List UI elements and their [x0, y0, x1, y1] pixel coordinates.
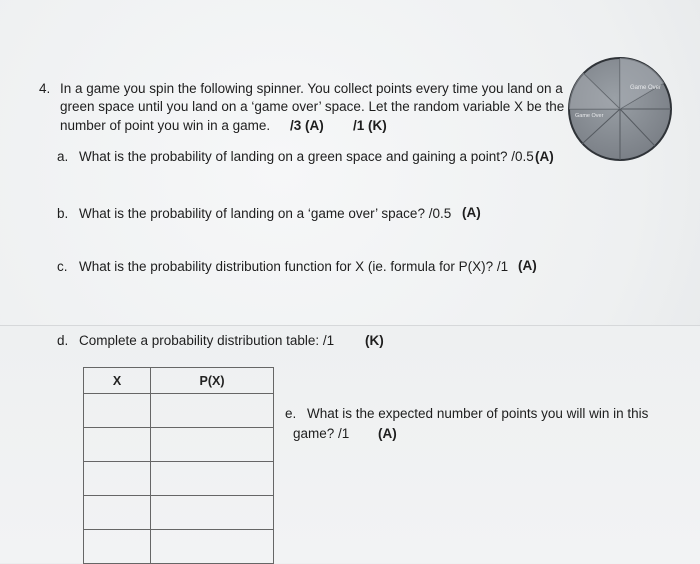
part-e-tag: (A) — [378, 426, 397, 441]
table-cell-x[interactable] — [84, 462, 151, 496]
marks-application: /3 (A) — [290, 118, 324, 133]
part-a-text: What is the probability of landing on a green space and gaining a point? /0.5 — [79, 149, 534, 164]
part-e-line-2: game? /1 — [293, 426, 350, 441]
question-line-1: In a game you spin the following spinner. You collect points every time you land on a — [60, 81, 563, 96]
probability-distribution-table — [83, 367, 274, 564]
part-a-letter: a. — [57, 149, 69, 164]
table-cell-x[interactable] — [84, 428, 151, 462]
table-cell-px[interactable] — [151, 496, 274, 530]
spinner-label-top: Game Over — [630, 85, 662, 91]
table-header-x: X — [84, 368, 151, 394]
spinner-image — [567, 56, 673, 162]
part-d-tag: (K) — [365, 333, 384, 348]
table-cell-px[interactable] — [151, 462, 274, 496]
part-c-letter: c. — [57, 259, 68, 274]
part-e-letter: e. — [285, 406, 297, 421]
question-number: 4. — [39, 81, 51, 96]
table-cell-x[interactable] — [84, 496, 151, 530]
marks-knowledge: /1 (K) — [353, 118, 387, 133]
table-cell-px[interactable] — [151, 394, 274, 428]
part-e-line-1: What is the expected number of points you will win in this — [307, 406, 649, 421]
table-cell-px[interactable] — [151, 530, 274, 564]
part-d-text: Complete a probability distribution table: /1 — [79, 333, 335, 348]
part-b-tag: (A) — [462, 205, 481, 220]
table-row — [84, 428, 274, 462]
part-d-letter: d. — [57, 333, 69, 348]
table-row — [84, 394, 274, 428]
question-line-3: number of point you win in a game. — [60, 118, 271, 133]
part-a-tag: (A) — [535, 149, 554, 164]
part-c-text: What is the probability distribution function for X (ie. formula for P(X)? /1 — [79, 259, 509, 274]
table-cell-px[interactable] — [151, 428, 274, 462]
table-row — [84, 496, 274, 530]
question-line-2: green space until you land on a ‘game over’ space. Let the random variable X be the — [60, 99, 565, 114]
table-row — [84, 530, 274, 564]
part-b-text: What is the probability of landing on a ‘game over’ space? /0.5 — [79, 206, 452, 221]
part-b-letter: b. — [57, 206, 69, 221]
spinner-label-left: Game Over — [575, 113, 604, 119]
table-cell-x[interactable] — [84, 394, 151, 428]
part-c-tag: (A) — [518, 258, 537, 273]
table-cell-x[interactable] — [84, 530, 151, 564]
table-row — [84, 462, 274, 496]
table-header-px: P(X) — [151, 368, 274, 394]
